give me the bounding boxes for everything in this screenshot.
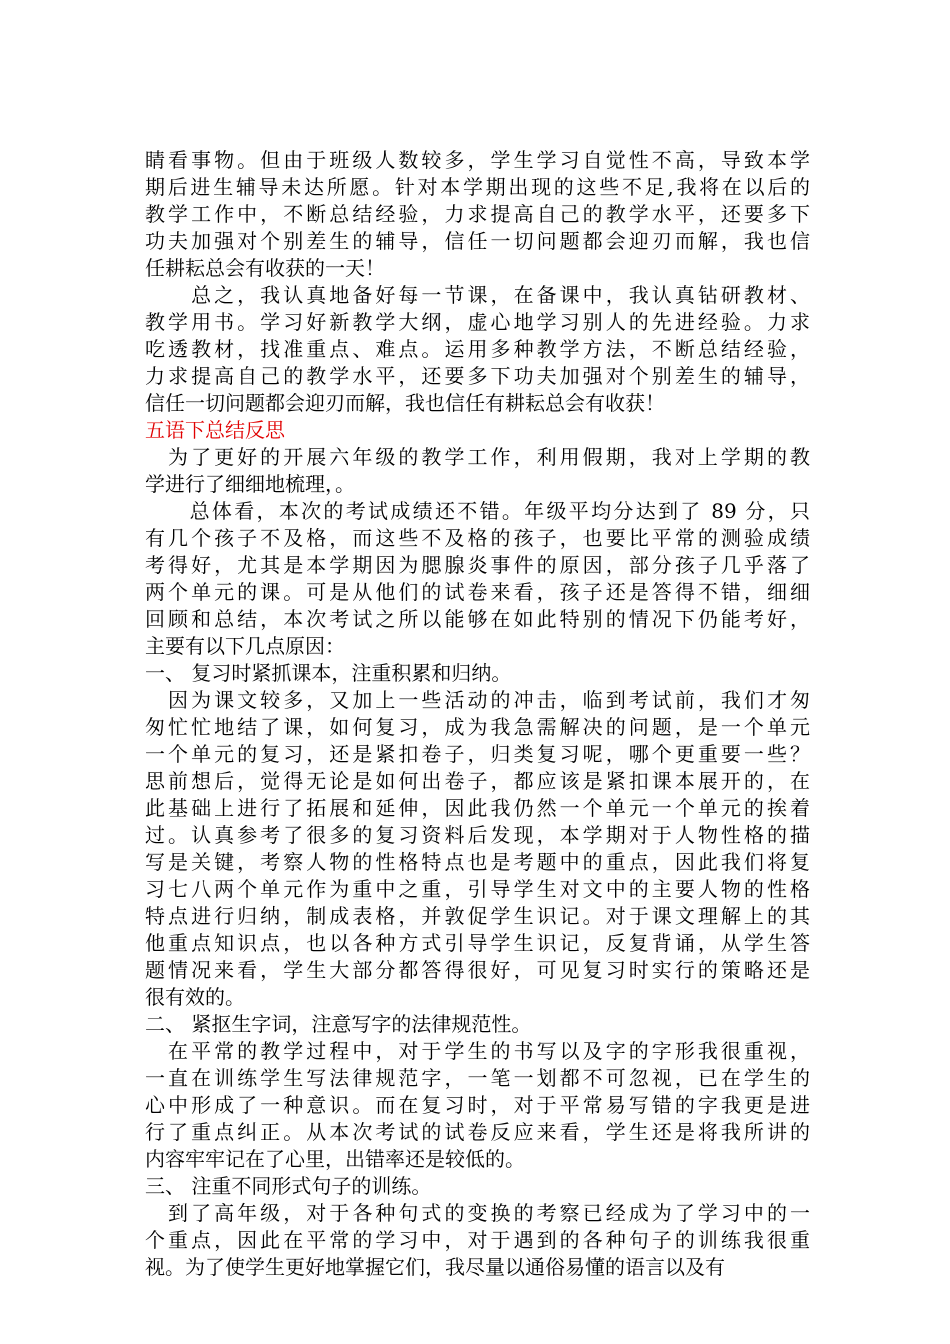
text-line: 一个单元的复习，还是紧扣卷子，归类复习呢，哪个更重要一些？ — [145, 742, 810, 766]
text-line: 吃透教材，找准重点、难点。运用多种教学方法，不断总结经验， — [145, 337, 810, 361]
text-line: 学进行了细细地梳理，。 — [145, 472, 355, 496]
text-line: 因为课文较多，又加上一些活动的冲击，临到考试前，我们才匆 — [145, 688, 810, 712]
section-heading: 五语下总结反思 — [145, 418, 285, 442]
text-line: 主要有以下几点原因： — [145, 634, 345, 658]
text-line: 为了更好的开展六年级的教学工作，利用假期，我对上学期的教 — [145, 445, 810, 469]
text-line: 信任一切问题都会迎刃而解，我也信任有耕耘总会有收获！ — [145, 391, 665, 415]
text-line: 习七八两个单元作为重中之重，引导学生对文中的主要人物的性格 — [145, 877, 810, 901]
paragraph-conclusion — [145, 147, 810, 282]
text-line: 他重点知识点，也以各种方式引导学生识记，反复背诵，从学生答 — [145, 931, 810, 955]
text-line: 教学用书。学习好新教学大纲，虚心地学习别人的先进经验。力求 — [145, 310, 810, 334]
text-line: 一直在训练学生写法律规范字，一笔一划都不可忽视，已在学生的 — [145, 1066, 810, 1090]
text-line: 匆忙忙地结了课，如何复习，成为我急需解决的问题，是一个单元 — [145, 715, 810, 739]
text-line: 三、 注重不同形式句子的训练。 — [145, 1174, 432, 1198]
text-line: 教学工作中，不断总结经验，力求提高自己的教学水平，还要多下 — [145, 202, 810, 226]
text-line: 视。为了使学生更好地掌握它们，我尽量以通俗易懂的语言以及有 — [145, 1255, 725, 1279]
text-line: 考得好，尤其是本学期因为腮腺炎事件的原因，部分孩子几乎落了 — [145, 553, 810, 577]
text-line: 内容牢牢记在了心里，出错率还是较低的。 — [145, 1147, 525, 1171]
text-line: 总之，我认真地备好每一节课，在备课中，我认真钻研教材、 — [145, 283, 810, 307]
text-line: 两个单元的课。可是从他们的试卷来看，孩子还是答得不错，细细 — [145, 580, 810, 604]
text-line: 题情况来看，学生大部分都答得很好，可见复习时实行的策略还是 — [145, 958, 810, 982]
text-line: 到了高年级，对于各种句式的变换的考察已经成为了学习中的一 — [145, 1201, 810, 1225]
paragraph-summary — [145, 282, 810, 417]
text-line: 功夫加强对个别差生的辅导，信任一切问题都会迎刃而解，我也信 — [145, 229, 810, 253]
text-line: 二、 紧抠生字词，注意写字的法律规范性。 — [145, 1012, 532, 1036]
text-line: 写是关键，考察人物的性格特点也是考题中的重点，因此我们将复 — [145, 850, 810, 874]
text-line: 特点进行归纳，制成表格，并敦促学生识记。对于课文理解上的其 — [145, 904, 810, 928]
text-line: 思前想后，觉得无论是如何出卷子，都应该是紧扣课本展开的，在 — [145, 769, 810, 793]
text-line: 任耕耘总会有收获的一天！ — [145, 256, 385, 280]
text-line: 过。认真参考了很多的复习资料后发现，本学期对于人物性格的描 — [145, 823, 810, 847]
text-line: 心中形成了一种意识。而在复习时，对于平常易写错的字我更是进 — [145, 1093, 810, 1117]
text-line: 期后进生辅导未达所愿。针对本学期出现的这些不足,我将在以后的 — [145, 175, 810, 199]
text-line: 睛看事物。但由于班级人数较多，学生学习自觉性不高，导致本学 — [145, 148, 810, 172]
text-line: 个重点，因此在平常的学习中，对于遇到的各种句子的训练我很重 — [145, 1228, 810, 1252]
text-line: 行了重点纠正。从本次考试的试卷反应来看，学生还是将我所讲的 — [145, 1120, 810, 1144]
text-line: 总体看，本次的考试成绩还不错。年级平均分达到了 89 分，只 — [145, 499, 810, 523]
text-line: 在平常的教学过程中，对于学生的书写以及字的字形我很重视， — [145, 1039, 810, 1063]
text-line: 一、 复习时紧抓课本，注重积累和归纳。 — [145, 661, 512, 685]
text-line: 回顾和总结，本次考试之所以能够在如此特别的情况下仍能考好， — [145, 607, 810, 631]
text-line: 有几个孩子不及格，而这些不及格的孩子，也要比平常的测验成绩 — [145, 526, 810, 550]
section-body — [145, 444, 810, 1281]
text-line: 力求提高自己的教学水平，还要多下功夫加强对个别差生的辅导， — [145, 364, 810, 388]
text-line: 很有效的。 — [145, 985, 245, 1009]
text-line: 此基础上进行了拓展和延伸，因此我仍然一个单元一个单元的挨着 — [145, 796, 810, 820]
